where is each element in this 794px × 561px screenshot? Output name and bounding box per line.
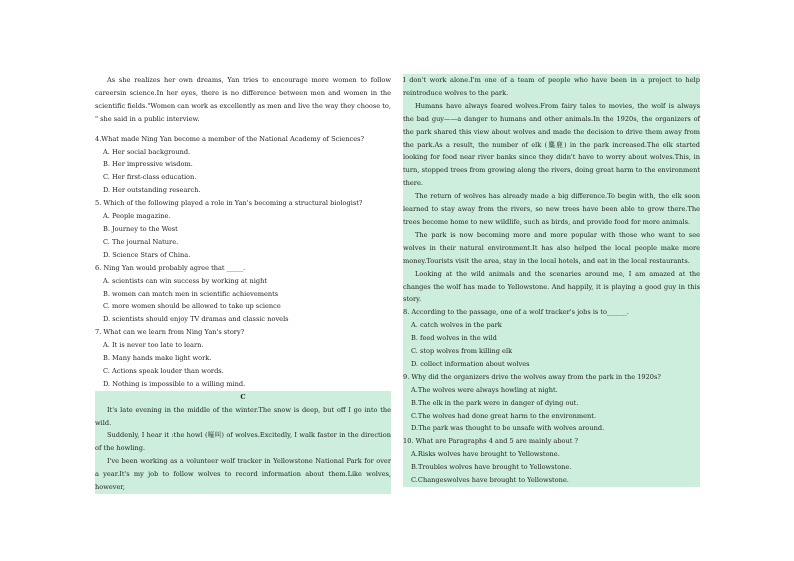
option-9a: A.The wolves were always howling at night. xyxy=(411,385,558,394)
option-10c: C.Changeswolves have brought to Yellowstone. xyxy=(411,476,569,485)
passage-c-continued xyxy=(403,74,700,487)
option-9c: C.The wolves had done great harm to the environment. xyxy=(411,411,597,420)
passage-paragraph: I don't work alone.I'm one of a team of people who have been in a project to help reintroduce wolves to the park. xyxy=(403,76,700,97)
option-5c: C. The journal Nature. xyxy=(103,237,179,246)
option-8c: C. stop wolves from killing elk xyxy=(411,347,513,356)
section-label: C xyxy=(240,392,246,401)
passage-paragraph: Looking at the wild animals and the scenaries around me, I am amazed at the changes the wolf has made to Yellowstone. And happily, it is playing a good guy in this story. xyxy=(403,269,700,304)
option-6c: C. more women should be allowed to take up science xyxy=(103,302,281,311)
passage-paragraph: Suddenly, I hear it :the howl (嚎叫) of wolves.Excitedly, I walk faster in the direction of the howling. xyxy=(95,431,391,453)
option-8d: D. collect information about wolves xyxy=(411,359,530,368)
option-7b: B. Many hands make light work. xyxy=(103,354,212,363)
option-4d: D. Her outstanding research. xyxy=(103,186,201,195)
option-4a: A. Her social background. xyxy=(103,147,191,156)
option-10a: A.Risks wolves have brought to Yellowstone. xyxy=(411,450,560,459)
intro-paragraph: As she realizes her own dreams, Yan tries to encourage more women to follow careersin science.In her eyes, there is no difference between men and women in the scientific fields."Women can work as excellently as men and live the way they choose to, " she said in a public interview. xyxy=(95,76,391,123)
passage-paragraph: Humans have always feared wolves.From fairy tales to movies, the wolf is always the bad guy——a danger to humans and other animals.In the 1920s, the organizers of the park shared this view about wolves and made the decision to drive them away from the park.As a result, the number of elk (麋鹿) in the park increased.The elk started looking for food near river banks since they didn't have to worry about wolves.This, in turn, stopped trees from growing along the rivers, doing great harm to the environment there. xyxy=(403,101,700,188)
option-6d: D. scientists should enjoy TV dramas and classic novels xyxy=(103,315,289,324)
option-9d: D.The park was thought to be unsafe with wolves around. xyxy=(411,424,605,433)
question-6: 6. Ning Yan would probably agree that _____. xyxy=(95,263,246,272)
passage-paragraph: It's late evening in the middle of the winter.The snow is deep, but off I go into the wild. xyxy=(95,405,391,427)
left-column xyxy=(95,74,391,494)
option-7d: D. Nothing is impossible to a willing mind. xyxy=(103,379,246,388)
passage-paragraph: I've been working as a volunteer wolf tracker in Yellowstone National Park for over a year.It's my job to follow wolves to record information about them.Like wolves, however, xyxy=(95,457,391,492)
question-9: 9. Why did the organizers drive the wolves away from the park in the 1920s? xyxy=(403,372,661,381)
question-7: 7. What can we learn from Ning Yan's story? xyxy=(95,328,245,337)
question-10: 10. What are Paragraphs 4 and 5 are mainly about ? xyxy=(403,437,579,446)
passage-paragraph: The return of wolves has already made a big difference.To begin with, the elk soon learned to stay away from the rivers, so new trees have been able to grow there.The trees become home to new wildlife, such as birds, and provide food for more animals. xyxy=(403,192,700,226)
option-6b: B. women can match men in scientific achievements xyxy=(103,289,279,298)
option-5a: A. People magazine. xyxy=(103,212,171,221)
option-4c: C. Her first-class education. xyxy=(103,173,197,182)
option-7c: C. Actions speak louder than words. xyxy=(103,366,224,375)
option-4b: B. Her impressive wisdom. xyxy=(103,160,193,169)
question-8: 8. According to the passage, one of a wolf tracker's jobs is to______. xyxy=(403,308,629,317)
option-7a: A. It is never too late to learn. xyxy=(103,341,204,350)
right-column xyxy=(403,74,700,487)
passage-paragraph: The park is now becoming more and more popular with those who want to see wolves in their natural environment.It has also helped the local people make more money.Tourists visit the area, stay in the local hotels, and eat in the local restaurants. xyxy=(403,230,700,265)
option-10b: B.Troubles wolves have brought to Yellowstone. xyxy=(411,463,572,472)
option-8b: B. feed wolves in the wild xyxy=(411,334,497,343)
question-5: 5. Which of the following played a role in Yan's becoming a structural biologist? xyxy=(95,199,363,208)
option-8a: A. catch wolves in the park xyxy=(411,321,502,330)
option-9b: B.The elk in the park were in danger of dying out. xyxy=(411,398,579,407)
option-5d: D. Science Stars of China. xyxy=(103,250,191,259)
passage-c-block xyxy=(95,391,391,494)
option-6a: A. scientists can win success by working at night xyxy=(103,276,268,285)
question-4: 4.What made Ning Yan become a member of the National Academy of Sciences? xyxy=(95,134,365,143)
option-5b: B. Journey to the West xyxy=(103,224,178,233)
